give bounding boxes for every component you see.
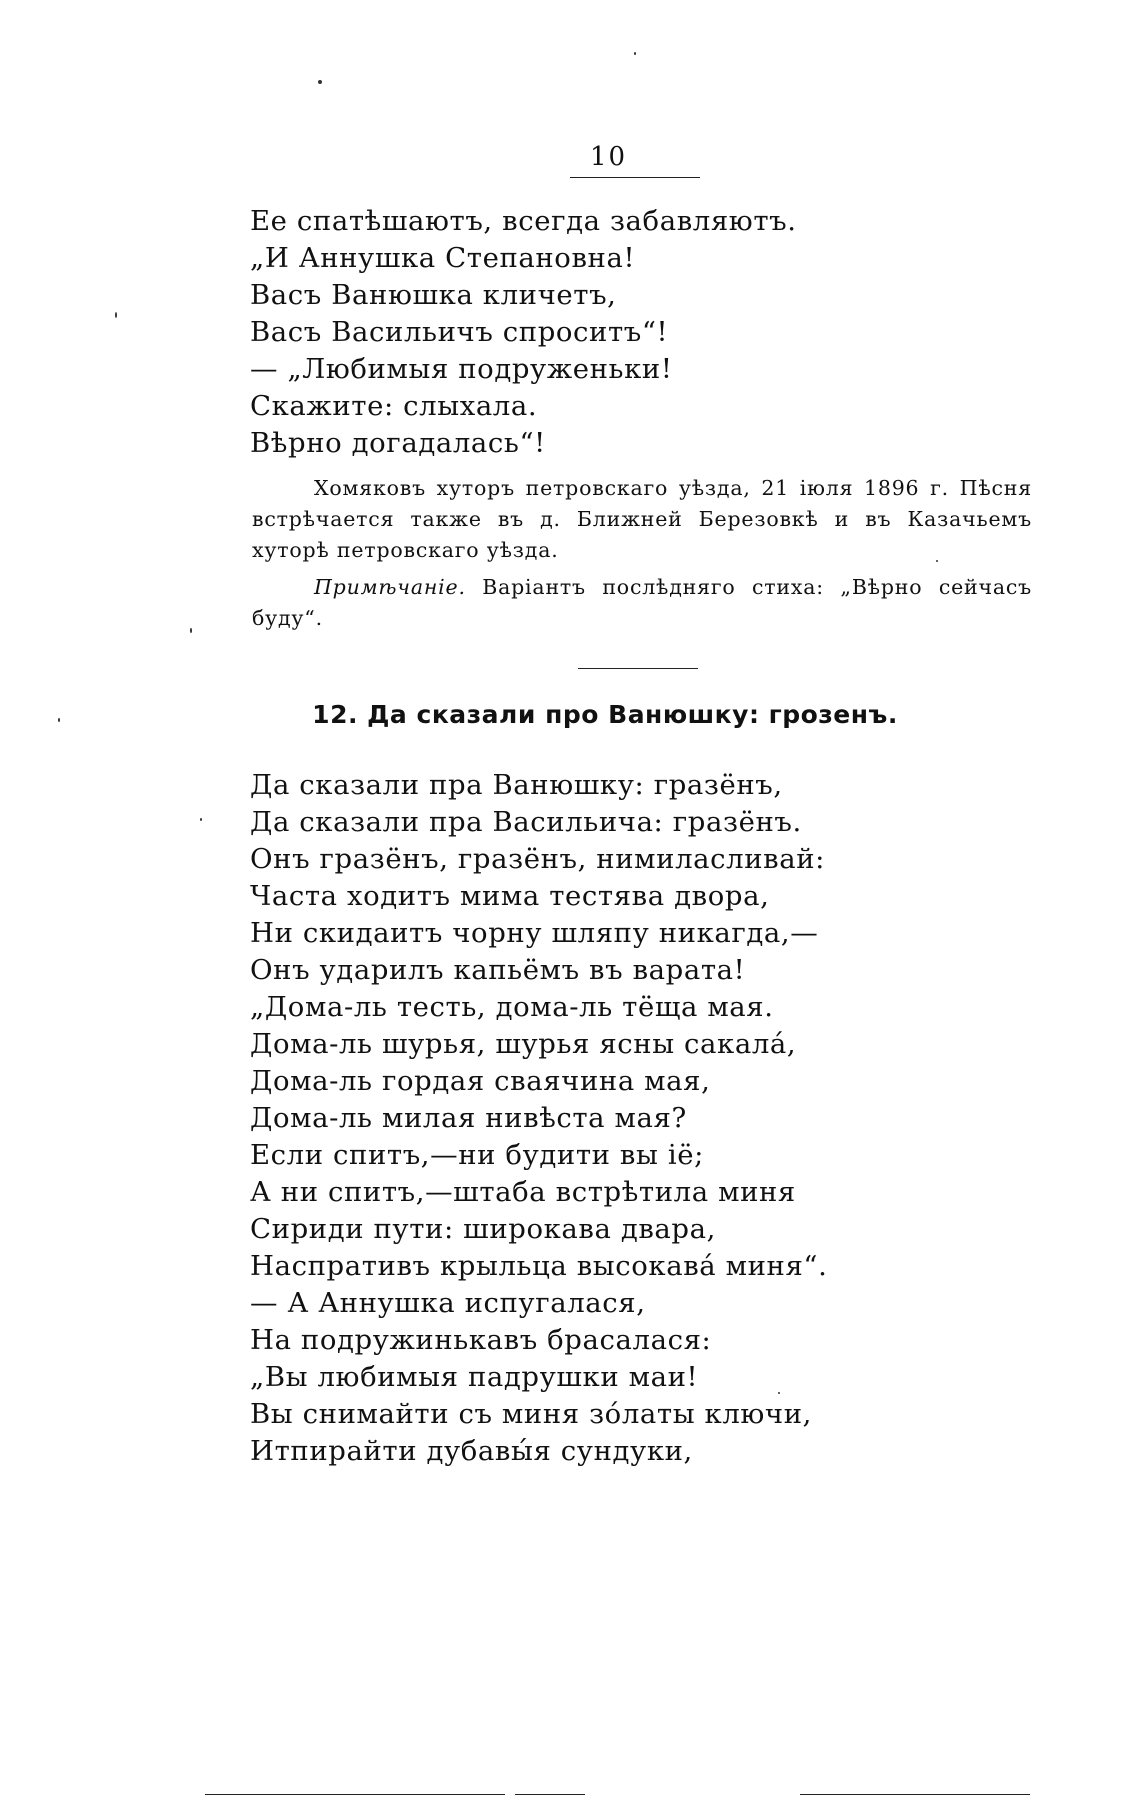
source-note	[252, 473, 1032, 634]
scan-speck	[58, 718, 60, 722]
scan-speck	[190, 628, 192, 633]
remark-text: Варіантъ послѣдняго стиха: „Вѣрно сейчасъ буду“.	[252, 575, 1032, 630]
verse-line: А ни спитъ,—штаба встрѣтила миня	[250, 1176, 796, 1208]
verse-line: Вѣрно догадалась“!	[250, 427, 546, 459]
verse-line: Наспративъ крыльца высокавá миня“.	[250, 1250, 828, 1282]
verse-line: Ее спатѣшаютъ, всегда забавляютъ.	[250, 205, 797, 237]
verse-line: Вы снимайти съ миня зóлаты ключи,	[250, 1398, 812, 1430]
scan-speck	[634, 52, 636, 55]
verse-line: Васъ Ванюшка кличетъ,	[250, 279, 617, 311]
bottom-edge-rule	[205, 1794, 505, 1795]
scan-speck	[115, 312, 117, 318]
remark	[252, 572, 1032, 634]
bottom-edge-rule	[800, 1794, 1030, 1795]
verse-line: Скажите: слыхала.	[250, 390, 538, 422]
section-separator	[578, 668, 698, 669]
verse-line: „Вы любимыя падрушки маи!	[250, 1361, 699, 1393]
verse-line: „И Аннушка Степановна!	[250, 242, 636, 274]
song-verse	[250, 767, 827, 1470]
verse-line: Дома-ль милая нивѣста мая?	[250, 1102, 687, 1134]
scan-speck	[200, 818, 202, 821]
verse-line: Да сказали пра Ванюшку: гразёнъ,	[250, 769, 783, 801]
verse-line: — А Аннушка испугалася,	[250, 1287, 646, 1319]
verse-line: На подружинькавъ брасалася:	[250, 1324, 712, 1356]
verse-line: Ни скидаитъ чорну шляпу никагда,—	[250, 917, 819, 949]
verse-line: Да сказали пра Васильича: гразёнъ.	[250, 806, 802, 838]
verse-line: „Дома-ль тесть, дома-ль тёща мая.	[250, 991, 774, 1023]
remark-label: Примѣчаніе.	[314, 575, 466, 599]
verse-line: Дома-ль гордая сваячина мая,	[250, 1065, 711, 1097]
bottom-edge-rule	[515, 1794, 585, 1795]
verse-line: Онъ гразёнъ, гразёнъ, нимиласливай:	[250, 843, 826, 875]
verse-line: Дома-ль шурья, шурья ясны сакалá,	[250, 1028, 797, 1060]
page-number-rule	[570, 177, 700, 178]
song-title: 12. Да сказали про Ванюшку: грозенъ.	[312, 700, 898, 729]
verse-line: Васъ Васильичъ спроситъ“!	[250, 316, 669, 348]
verse-line: Часта ходитъ мима тестява двора,	[250, 880, 770, 912]
page-number: 10	[590, 142, 628, 172]
verse-line: Итпирайти дубавы́я сундуки,	[250, 1435, 693, 1467]
continuation-verse	[250, 203, 797, 462]
verse-line: — „Любимыя подруженьки!	[250, 353, 673, 385]
scan-speck	[936, 560, 938, 562]
verse-line: Если спитъ,—ни будити вы іё;	[250, 1139, 704, 1171]
verse-line: Онъ ударилъ капьёмъ въ варата!	[250, 954, 746, 986]
verse-line: Сириди пути: широкава двара,	[250, 1213, 716, 1245]
source-note-text: Хомяковъ хуторъ петровскаго уѣзда, 21 іюля 1896 г. Пѣсня встрѣчается также въ д. Ближней Березовкѣ и въ Казачьемъ хуторѣ петровскаго уѣзда.	[252, 476, 1032, 562]
scan-speck	[318, 80, 322, 84]
scan-speck	[778, 1392, 780, 1394]
